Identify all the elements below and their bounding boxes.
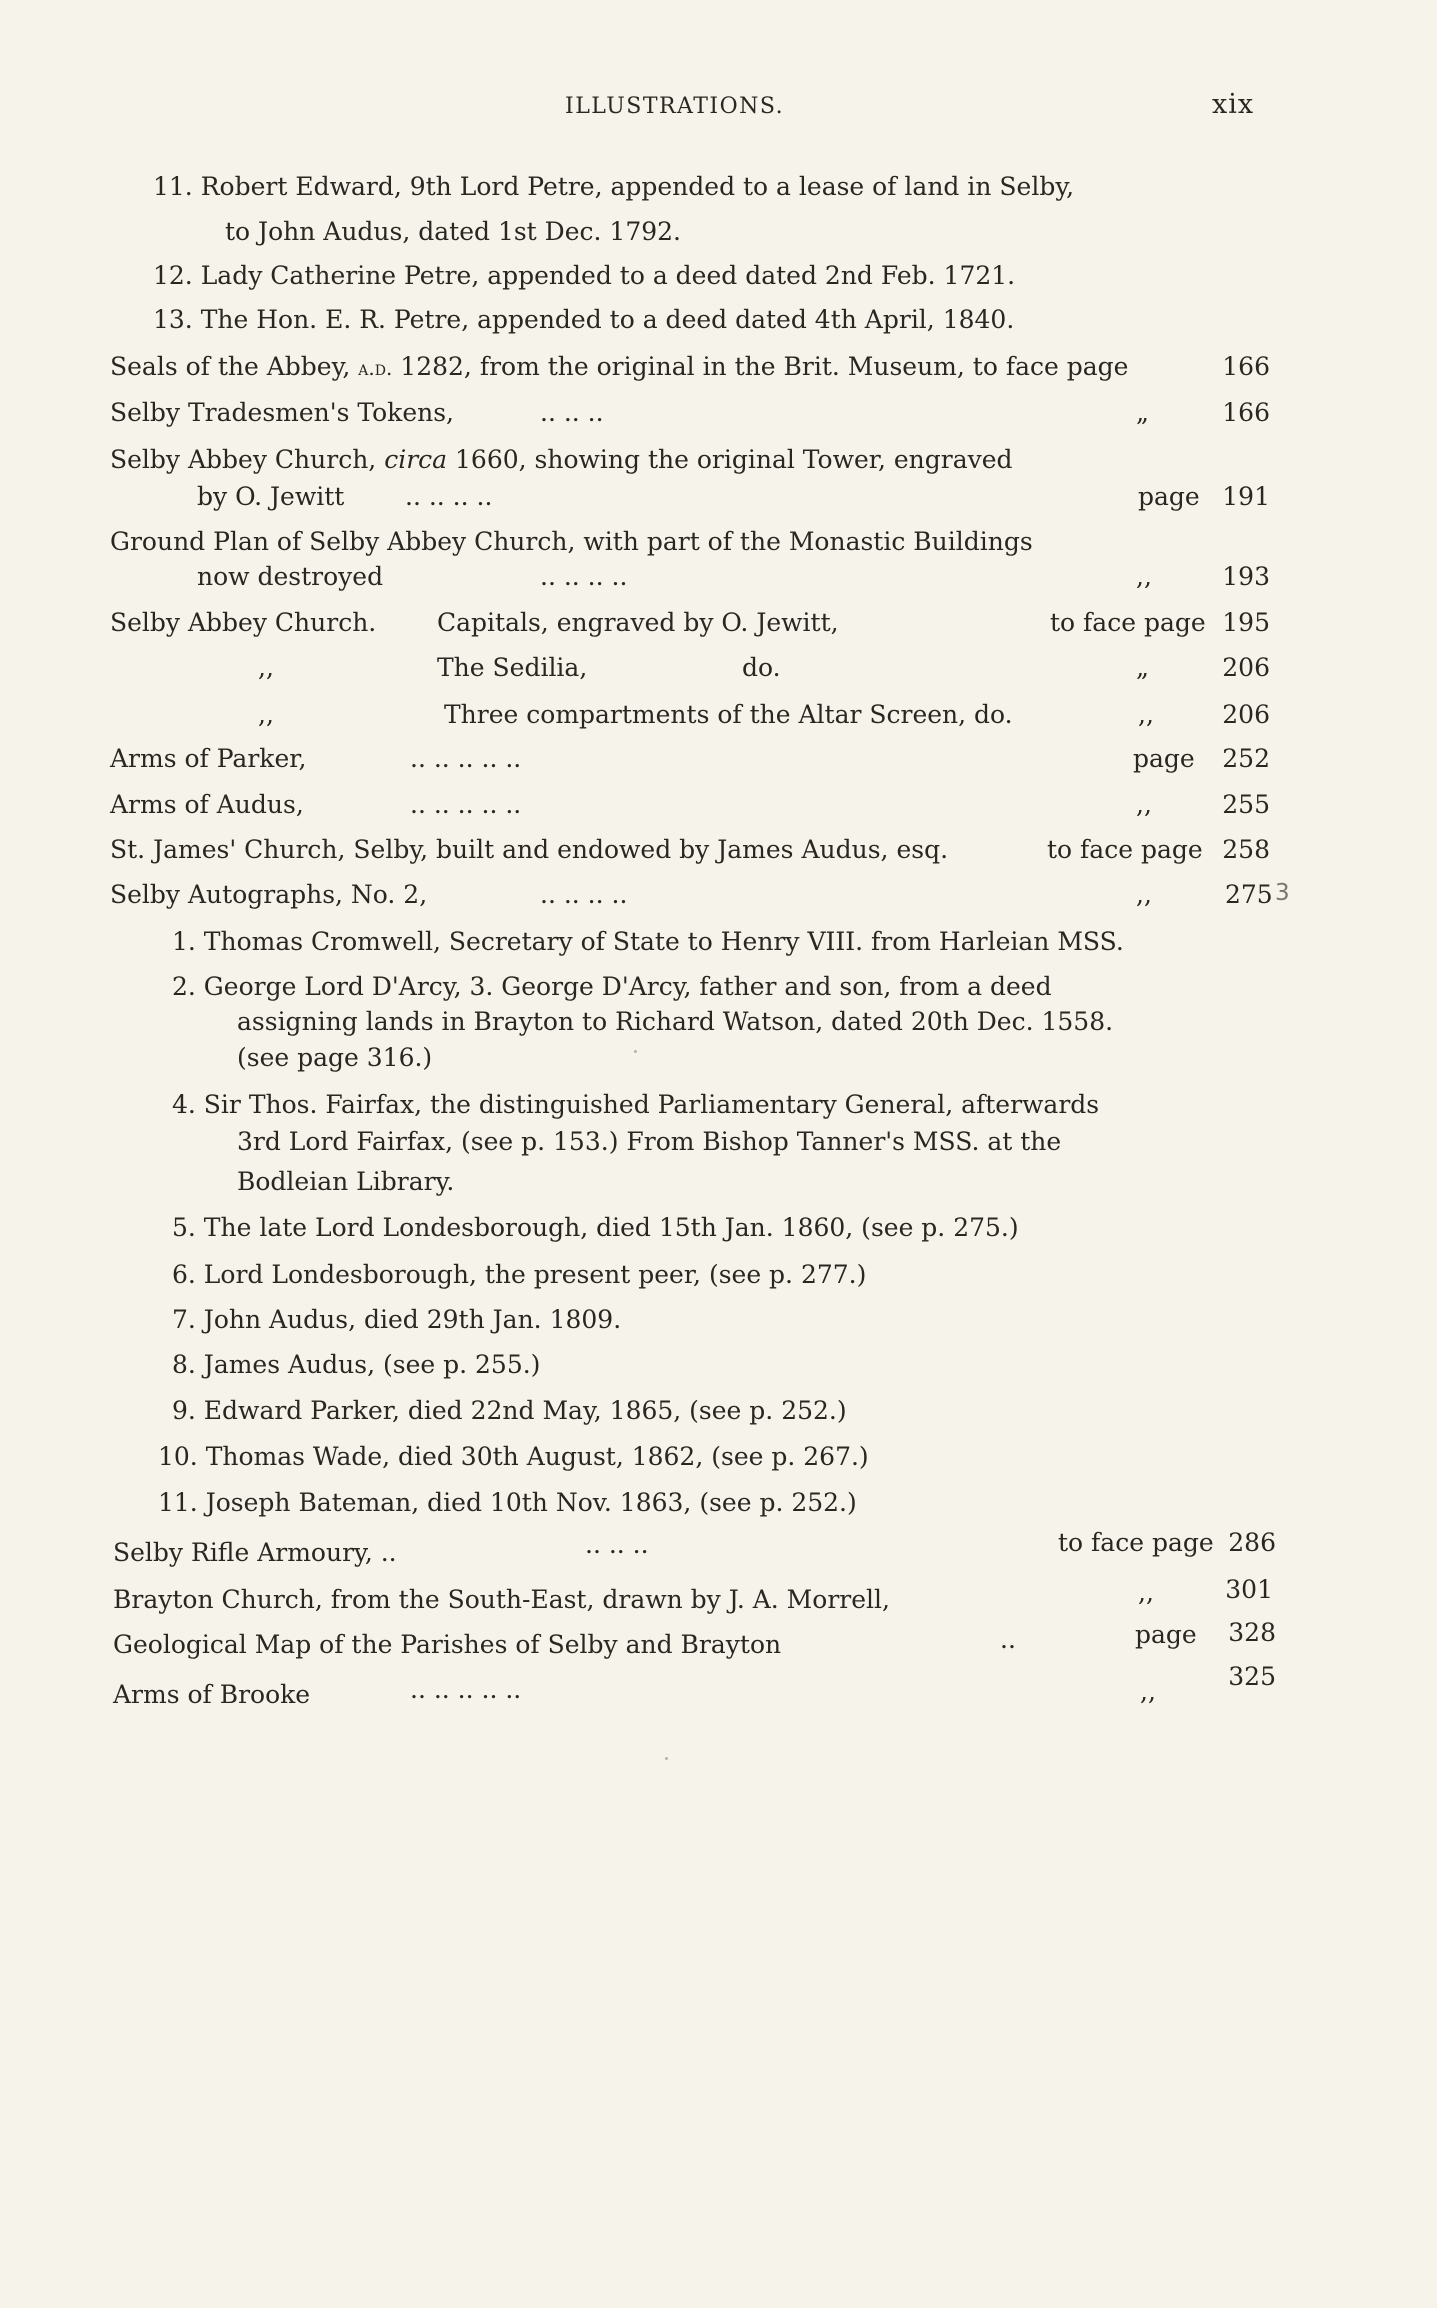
list-item: 4. Sir Thos. Fairfax, the distinguished Parliamentary General, afterwards (172, 1090, 1100, 1119)
ditto-mark: ,, (258, 653, 274, 682)
toc-page-number: 191 (1222, 482, 1270, 511)
leader-dots: .. .. .. (585, 1530, 649, 1559)
leader-dots: .. .. .. .. .. (410, 1675, 522, 1704)
toc-page-number: 206 (1222, 653, 1270, 682)
toc-page-label: to face page (1047, 835, 1203, 864)
leader-dots: .. .. .. .. (405, 482, 493, 511)
list-item-continuation: to John Audus, dated 1st Dec. 1792. (225, 217, 681, 246)
toc-page-label: ,, (1138, 1578, 1154, 1607)
toc-page-number: 166 (1222, 352, 1270, 381)
toc-entry-title: Ground Plan of Selby Abbey Church, with part of the Monastic Buildings (110, 527, 1033, 556)
leader-dots: .. .. .. .. .. (410, 744, 522, 773)
list-item-continuation: (see page 316.) (237, 1043, 433, 1072)
toc-page-number: 252 (1222, 744, 1270, 773)
toc-page-label: to face page (1050, 608, 1206, 637)
toc-page-number: 301 (1225, 1575, 1273, 1604)
toc-page-label: page (1133, 744, 1195, 773)
toc-page-label: page (1135, 1620, 1197, 1649)
toc-entry-title: Seals of the Abbey, a.d. 1282, from the original in the Brit. Museum, to face page (110, 352, 1129, 381)
list-item: 2. George Lord D'Arcy, 3. George D'Arcy, father and son, from a deed (172, 972, 1052, 1001)
toc-page-number: 275 (1225, 880, 1273, 909)
list-item-continuation: assigning lands in Brayton to Richard Watson, dated 20th Dec. 1558. (237, 1007, 1114, 1036)
toc-entry-title: Selby Abbey Church, circa 1660, showing the original Tower, engraved (110, 445, 1013, 474)
leader-dots: .. .. .. (540, 398, 604, 427)
toc-entry-title: Selby Abbey Church. (110, 608, 377, 637)
toc-entry-subtitle: The Sedilia, (437, 653, 588, 682)
running-header-title: ILLUSTRATIONS. (565, 94, 785, 119)
ditto-text: do. (742, 653, 781, 682)
leader-dots: .. .. .. .. (540, 880, 628, 909)
list-item: 11. Robert Edward, 9th Lord Petre, appended to a lease of land in Selby, (153, 172, 1075, 201)
toc-page-number: 286 (1228, 1528, 1276, 1557)
toc-entry-title: Arms of Audus, (110, 790, 304, 819)
toc-page-label: ,, (1136, 790, 1152, 819)
toc-page-label: page (1138, 482, 1200, 511)
toc-page-number: 193 (1222, 562, 1270, 591)
list-item: 11. Joseph Bateman, died 10th Nov. 1863, (see p. 252.) (158, 1488, 857, 1517)
toc-page-label: „ (1136, 653, 1149, 682)
toc-page-number: 258 (1222, 835, 1270, 864)
paper-speck (665, 1757, 668, 1760)
leader-dots: .. (1000, 1625, 1016, 1654)
list-item-continuation: Bodleian Library. (237, 1167, 455, 1196)
toc-page-label: ,, (1138, 700, 1154, 729)
toc-page-label: to face page (1058, 1528, 1214, 1557)
toc-entry-title: Selby Rifle Armoury, .. (113, 1538, 397, 1567)
list-item: 12. Lady Catherine Petre, appended to a deed dated 2nd Feb. 1721. (153, 261, 1016, 290)
list-item: 7. John Audus, died 29th Jan. 1809. (172, 1305, 622, 1334)
toc-page-number: 255 (1222, 790, 1270, 819)
toc-page-label: ,, (1140, 1677, 1156, 1706)
toc-page-number: 166 (1222, 398, 1270, 427)
toc-page-number: 195 (1222, 608, 1270, 637)
list-item: 8. James Audus, (see p. 255.) (172, 1350, 541, 1379)
paper-speck (634, 1050, 637, 1053)
ditto-mark: ,, (258, 700, 274, 729)
toc-entry-title: Selby Autographs, No. 2, (110, 880, 428, 909)
toc-entry-title: Geological Map of the Parishes of Selby and Brayton (113, 1630, 782, 1659)
toc-entry-title: Brayton Church, from the South-East, drawn by J. A. Morrell, (113, 1585, 890, 1614)
page-number: xix (1212, 89, 1255, 120)
handwritten-correction: 3 (1275, 880, 1290, 906)
toc-page-number: 325 (1228, 1662, 1276, 1691)
toc-page-label: „ (1136, 398, 1149, 427)
list-item: 10. Thomas Wade, died 30th August, 1862, (see p. 267.) (158, 1442, 869, 1471)
leader-dots: .. .. .. .. .. (410, 790, 522, 819)
list-item: 1. Thomas Cromwell, Secretary of State to Henry VIII. from Harleian MSS. (172, 927, 1124, 956)
toc-entry-title: Arms of Brooke (113, 1680, 311, 1709)
toc-entry-continuation: by O. Jewitt (197, 482, 345, 511)
toc-page-label: ,, (1136, 880, 1152, 909)
toc-page-number: 328 (1228, 1618, 1276, 1647)
leader-dots: .. .. .. .. (540, 562, 628, 591)
toc-entry-title: Selby Tradesmen's Tokens, (110, 398, 455, 427)
list-item: 9. Edward Parker, died 22nd May, 1865, (see p. 252.) (172, 1396, 847, 1425)
toc-entry-subtitle: Three compartments of the Altar Screen, do. (444, 700, 1013, 729)
toc-page-number: 206 (1222, 700, 1270, 729)
toc-entry-title: St. James' Church, Selby, built and endowed by James Audus, esq. (110, 835, 949, 864)
list-item: 13. The Hon. E. R. Petre, appended to a deed dated 4th April, 1840. (153, 305, 1015, 334)
list-item-continuation: 3rd Lord Fairfax, (see p. 153.) From Bishop Tanner's MSS. at the (237, 1127, 1062, 1156)
list-item: 6. Lord Londesborough, the present peer, (see p. 277.) (172, 1260, 867, 1289)
toc-entry-continuation: now destroyed (197, 562, 384, 591)
toc-entry-subtitle: Capitals, engraved by O. Jewitt, (437, 608, 839, 637)
toc-entry-title: Arms of Parker, (110, 744, 307, 773)
toc-page-label: ,, (1136, 562, 1152, 591)
list-item: 5. The late Lord Londesborough, died 15th Jan. 1860, (see p. 275.) (172, 1213, 1019, 1242)
